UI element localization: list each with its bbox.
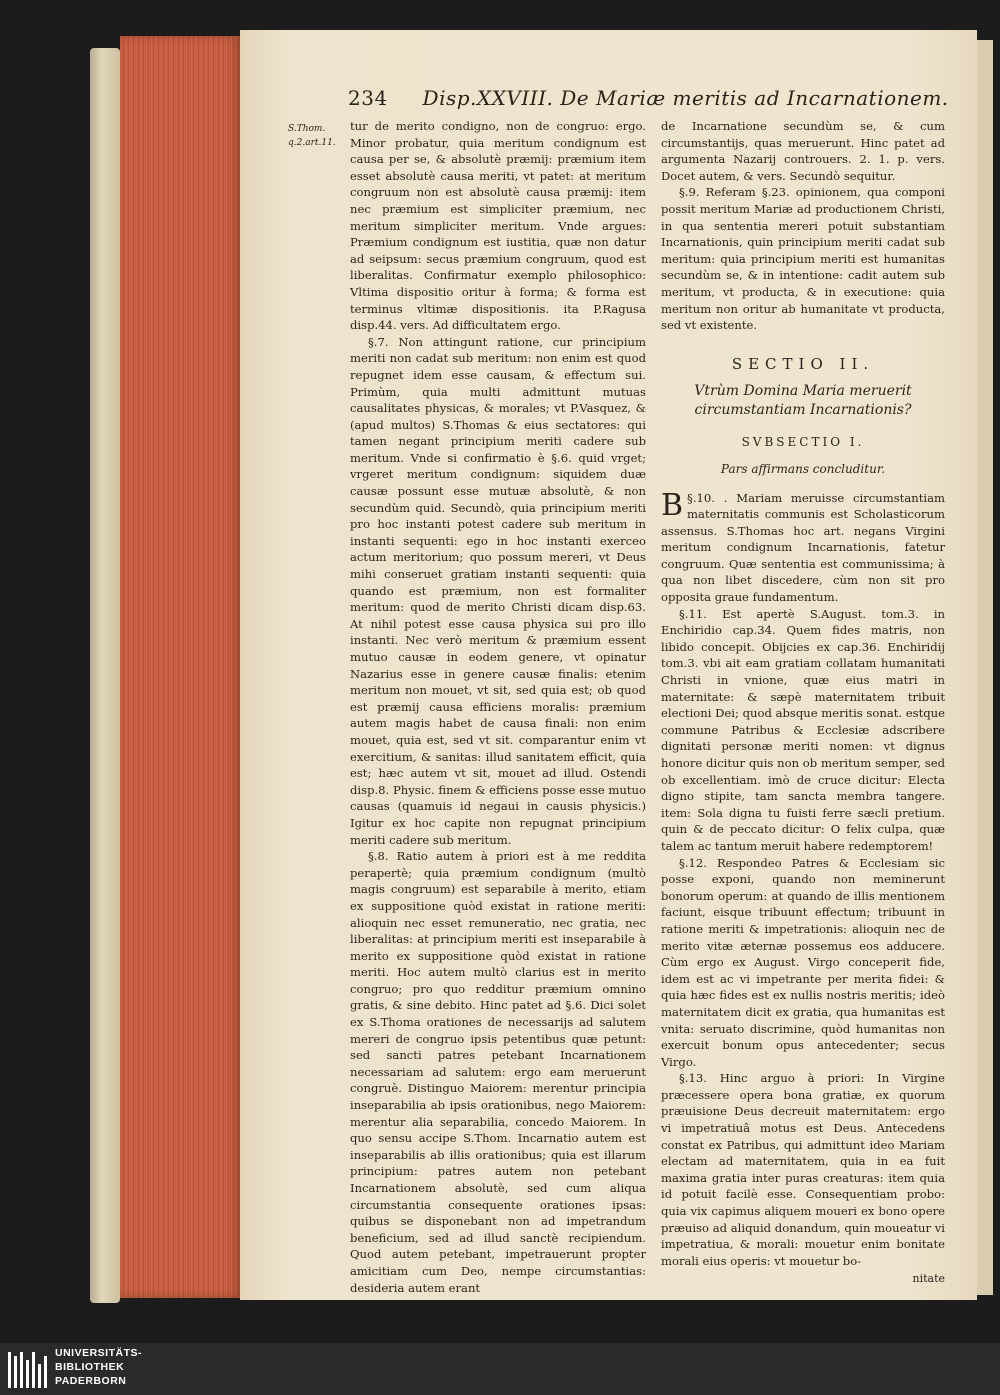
- library-name-line: PADERBORN: [55, 1375, 127, 1387]
- paragraph: de Incarnatione secundùm se, & cum circumstantijs, quas meruerunt. Hinc patet ad argumenta Nazarij controuers. 2. 1. p. vers. Docet autem, & vers. Secundò sequitur.: [661, 119, 945, 183]
- library-name-line: BIBLIOTHEK: [55, 1361, 125, 1373]
- paragraph: §.8. Ratio autem à priori est à me reddita perapertè; quia præmium condignum (multò magis congruum) est separabile à merito, etiam ex suppositione quòd existat in ratione meriti: alioquin nec esset remuneratio, nec gratia, nec liberalitas: at principium meriti est inseparabile à merito ex suppositione quòd existat in ratione meriti. Hoc autem multò clarius est in merito congruo; pro quo redditur præmium omnino gratis, & sine debito. Hinc patet ad §.6. Dici solet ex S.Thoma orationes de necessarijs ad salutem mereri de congruo ipsis petentibus quæ petunt: sed sancti patres petebant Incarnationem necessariam ad salutem: ergo eam meruerunt congruè. Distinguo Maiorem: merentur principia inseparabilia ab ipsis orationibus, nego Maiorem: merentur alia separabilia, concedo Maiorem. In quo sensu accipe S.Thom. Incarnatio autem est inseparabilis ab illis orationibus; quia est illarum principium: patres autem non petebant Incarnationem absolutè, sed cum aliqua circumstantia consequente orationes ipsas: quibus se disponebant non ad impetrandum beneficium, sed ad illud sanctè recipiendum. Quod autem petebant, impetrauerunt propter amicitiam cum Deo, nempe circumstantias: desideria autem erant: [350, 849, 646, 1295]
- page-block-red-edge: [120, 36, 242, 1298]
- library-logo-icon: [6, 1350, 50, 1390]
- catchword: nitate: [912, 1272, 945, 1286]
- paragraph: §.13. Hinc arguo à priori: In Virgine præcessere opera bona gratiæ, ex quorum præuisione Deus decreuit maternitatem: ergo vi impetratiuâ motus est Deus. Antecedens constat ex Patribus, qui admittunt ideo Mariam electam ad maternitatem, quia in ea fuit maxima gratia inter puras creaturas: item quia id potuit facilè esse. Consequentiam probo: quia vix capimus aliquem moueri ex bono opere præuiso ad aliquid donandum, quin moueatur vi impetratiua, & morali: mouetur enim bonitate morali eius operis: vt mouetur bo-: [661, 1071, 945, 1268]
- paragraph-number: §.10.: [687, 490, 715, 505]
- section-question: Vtrùm Domina Maria meruerit circumstantiam Incarnationis?: [694, 383, 912, 419]
- margin-note: [288, 122, 336, 150]
- library-name-line: UNIVERSITÄTS-: [55, 1347, 143, 1359]
- paragraph: [661, 487, 945, 606]
- page-number: 234: [348, 86, 388, 110]
- next-page-edge: [975, 40, 993, 1295]
- section-heading: SECTIO II.: [731, 354, 875, 373]
- left-column: [350, 118, 646, 1296]
- drop-capital: B: [661, 487, 684, 523]
- running-head: [348, 86, 949, 110]
- running-title: Disp.XXVIII. De Mariæ meritis ad Incarnationem.: [422, 86, 949, 110]
- book-binding: [90, 48, 120, 1303]
- library-footer-bar: [0, 1343, 1000, 1395]
- paragraph: §.7. Non attingunt ratione, cur principium meriti non cadat sub meritum: non enim est quod repugnet idem esse causam, & effectum sui. Primùm, quia multi admittunt mutuas causalitates physicas, & morales; vt P.Vasquez, & (apud multos) S.Thomas & eius sectatores: qui tamen negant principium meriti cadere sub meritum. Vnde si confirmatio è §.6. quid vrget; vrgeret meritum condignum: siquidem duæ causæ possunt esse mutuæ absolutè, & non secundùm quid. Secundò, quia principium meriti pro hoc instanti potest cadere sub meritum in instanti sequenti: ego in hoc instanti exerceo actum meritorium; quo possum mereri, vt Deus mihi conseruet gratiam instanti sequenti: quia quando est præmium, non est formaliter meritum: quod de merito Christi dicam disp.63. At nihil potest esse causa physica sui pro illo instanti. Nec verò meritum & præmium essent mutuo causæ in eodem genere, vt opinatur Nazarius esse in genere causæ finalis: etenim meritum non mouet, vt sit, sed quia est; ob quod est præmij causa efficiens moralis: præmium autem magis habet de causa finali: non enim mouet, quia est, sed vt sit. comparantur enim vt exercitium, & sanitas: illud sanitatem efficit, quia est; hæc autem vt sit, mouet ad illud. Ostendi disp.8. Physic. finem & efficiens posse esse mutuo causas (quamuis id negaui in causis physicis.) Igitur ex hoc capite non repugnat principium meriti cadere sub meritum.: [350, 334, 646, 847]
- margin-note-line: S.Thom.: [288, 124, 326, 134]
- paragraph: §.9. Referam §.23. opinionem, qua componi possit meritum Mariæ ad productionem Christi, in qua sententia mereri potuit substantiam Incarnationis, quin principium meriti cadat sub meritum: quia principium meriti est humanitas secundùm se, & in intentione: cadit autem sub meritum, vt producta, & in executione: quia meritum non oritur ab humanitate vt producta, sed vt existente.: [661, 185, 945, 333]
- book-page: [240, 30, 977, 1300]
- paragraph: tur de merito condigno, non de congruo: ergo. Minor probatur, quia meritum condignum est causa per se, & absolutè præmij: præmium item esset absolutè causa meriti, vt patet: at meritum congruum non est absolutè causa præmij: item nec præmium est simpliciter præmium, nec meritum simpliciter meritum. Vnde argues: Præmium condignum est iustitia, quæ non datur ad seipsum: secus præmium congruum, quod est liberalitas. Confirmatur exemplo philosophico: Vltima dispositio oritur à forma; & forma est terminus vltimæ dispositionis. ita P.Ragusa disp.44. vers. Ad difficultatem ergo.: [350, 119, 646, 333]
- margin-note-line: q.2.art.11.: [288, 138, 336, 148]
- right-column: [661, 118, 945, 1288]
- pars-heading: Pars affirmans concluditur.: [720, 461, 886, 476]
- paragraph: §.11. Est apertè S.August. tom.3. in Enchiridio cap.34. Quem fides matris, non libido concepit. Obijcies ex cap.36. Enchiridij tom.3. vbi ait eam gratiam collatam humanitati Christi in vnione, quæ eius matri in maternitate: & sæpè maternitatem tribuit electioni Dei; quod absque meritis sonat. estque commune Patribus & Ecclesiæ adscribere dignitati personæ meriti nomen: vt dignus honore dicitur quis non ob meritum semper, sed ob excellentiam. imò de cruce dicitur: Electa digno stipite, tam sancta membra tangere. item: Sola digna tu fuisti ferre sæcli pretium. quin & de peccato dicitur: O felix culpa, quæ talem ac tantum meruit habere redemptorem!: [661, 606, 945, 853]
- paragraph: §.12. Respondeo Patres & Ecclesiam sic posse exponi, quando non meminerunt bonorum operum: at quando de illis mentionem faciunt, eisque tribuunt effectum; tribuunt in ratione meriti & impetrationis: alioquin nec de merito vitæ æternæ possemus eos adducere. Cùm ergo ex August. Virgo conceperit fide, idem est ac vi impetrante per merita fidei: & quia hæc fides est ex nullis nostris meritis; ideò maternitatem dicit ex gratia, qua humanitas est vnita: seruato discrimine, quòd humanitas non exercuit bonum opus antecedenter; secus Virgo.: [661, 855, 945, 1069]
- subsection-heading: SVBSECTIO I.: [741, 435, 865, 450]
- paragraph-text: . Mariam meruisse circumstantiam maternitatis communis est Scholasticorum assensus. S.Thomas hoc art. negans Virgini meritum condignum Incarnationis, fatetur congruum. Quæ sententia est communissima; à qua non libet discedere, cùm non sit pro opposita graue fundamentum.: [661, 490, 945, 605]
